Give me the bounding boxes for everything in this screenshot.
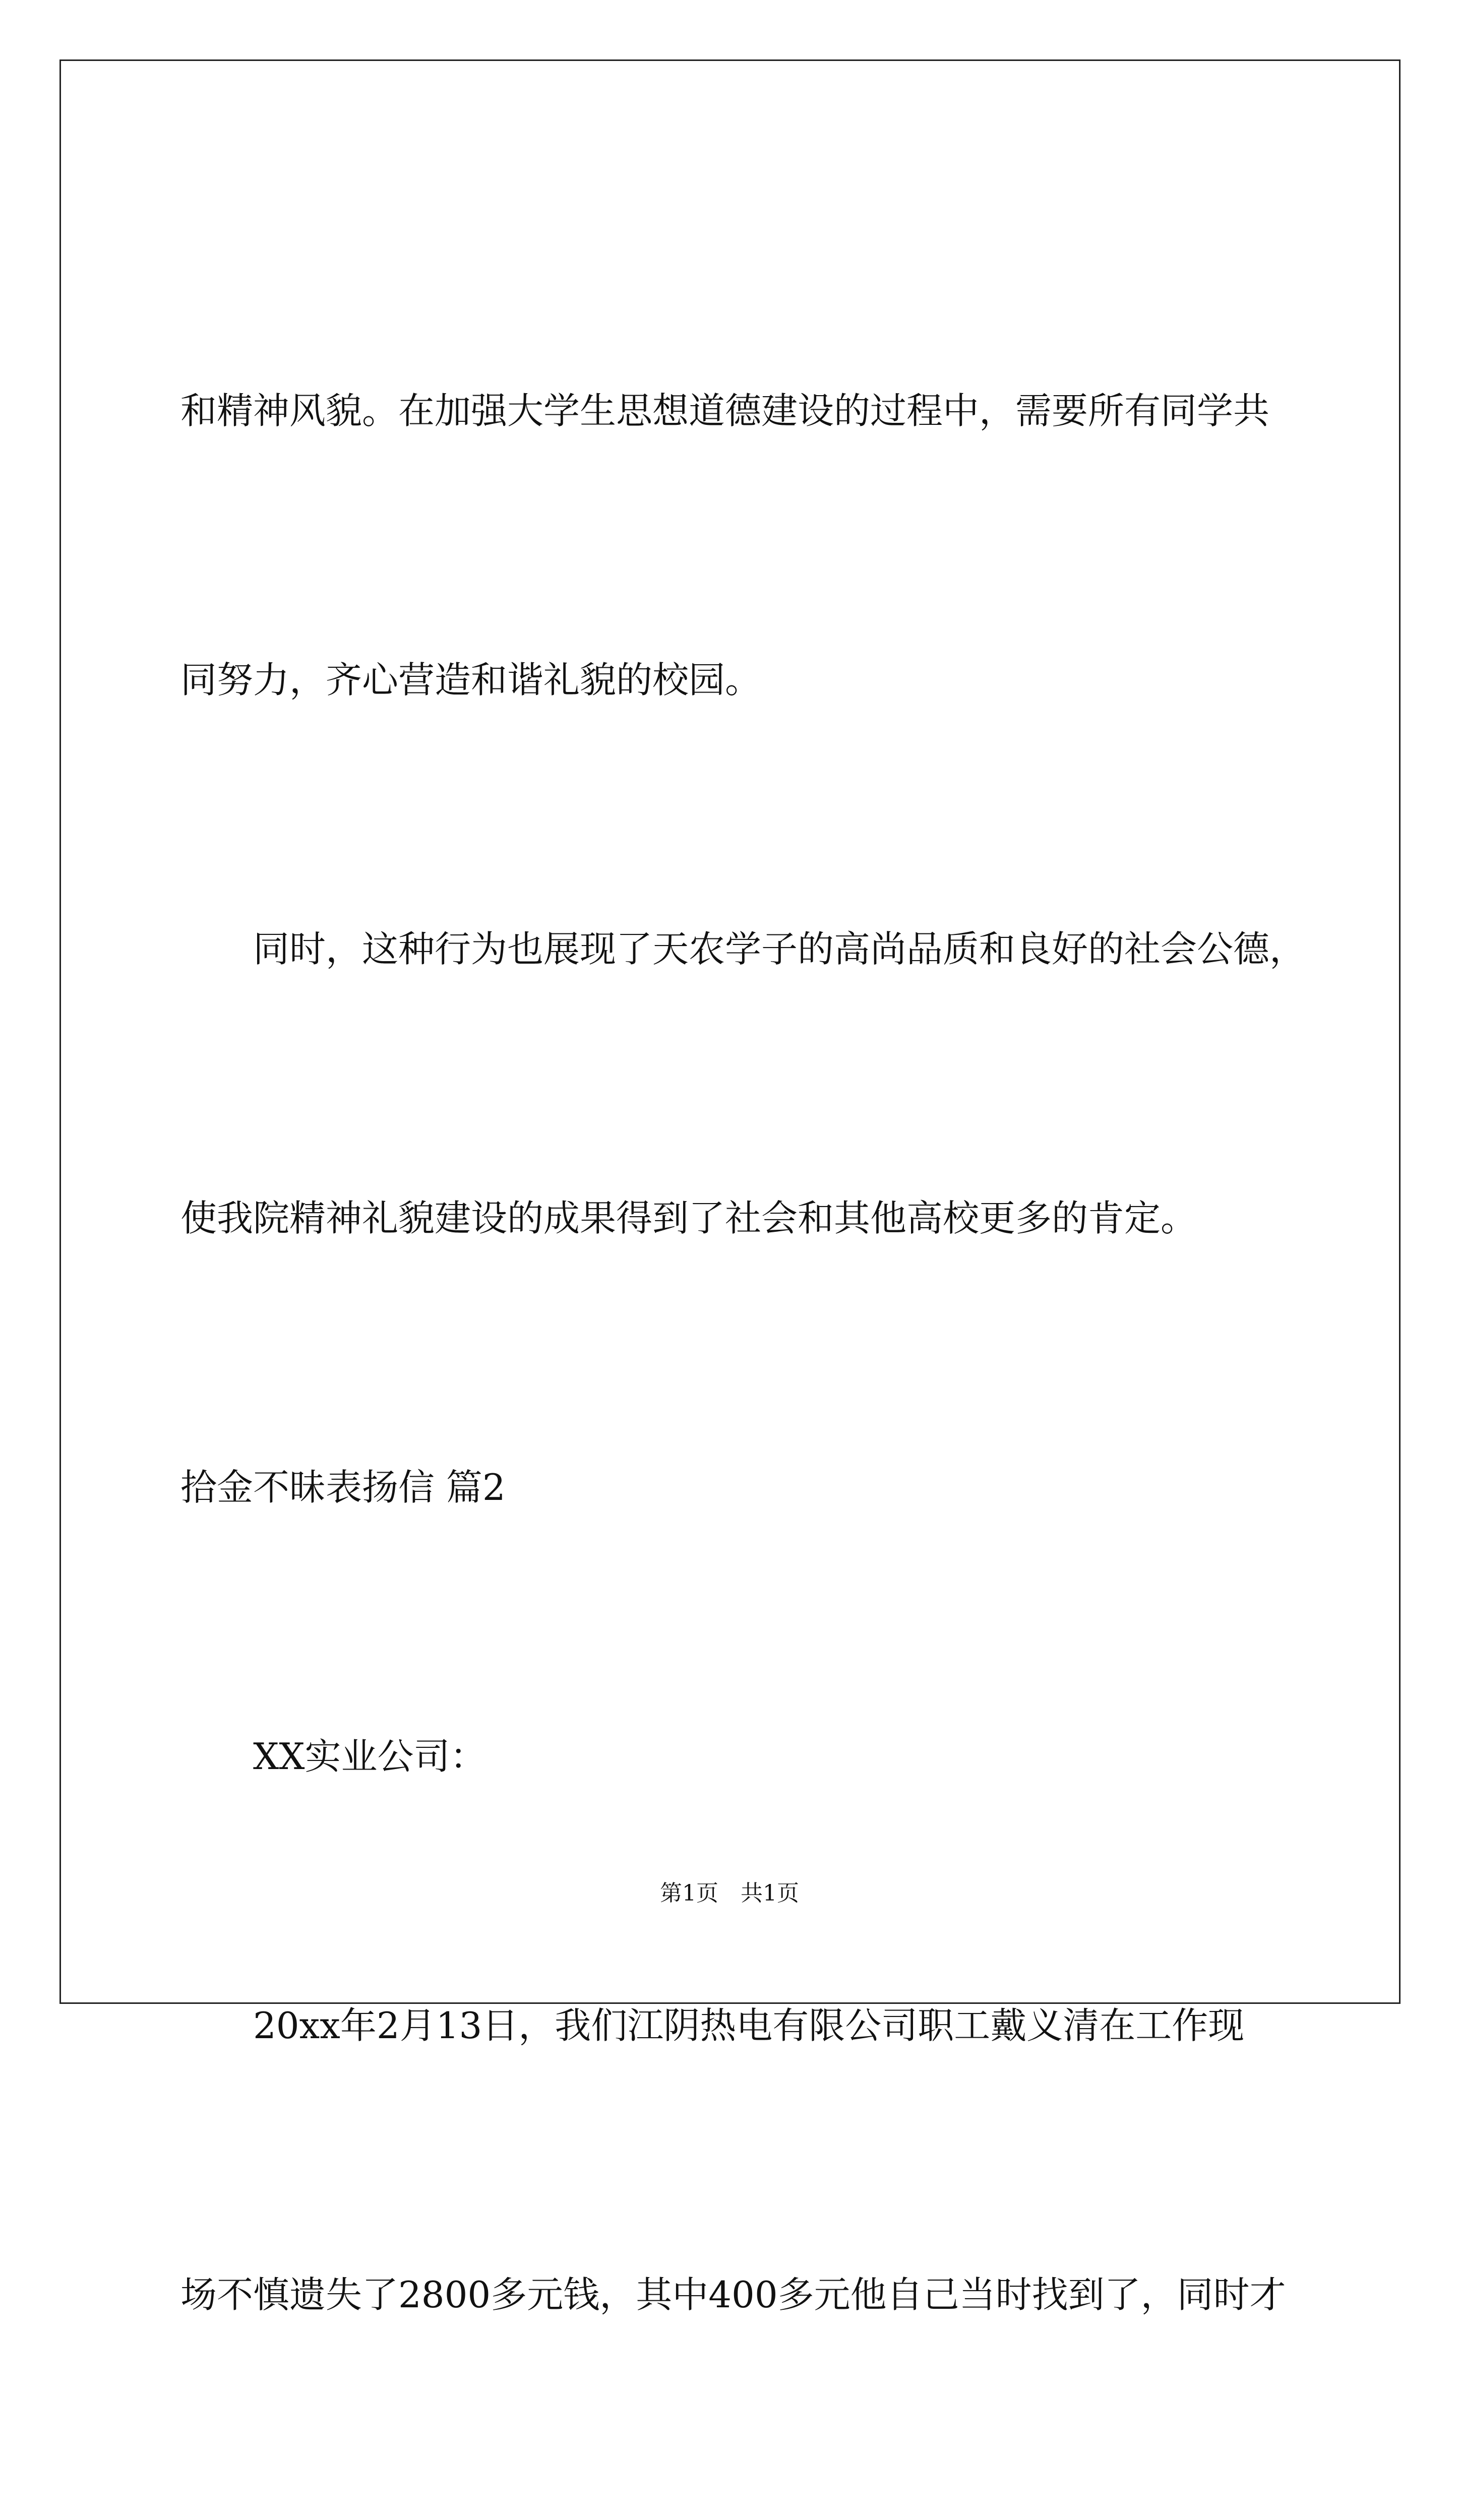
page-number-footer: 第1页 共1页	[660, 1880, 799, 1906]
body-line: 同时，这种行为也展现了天农学子的高尚品质和良好的社会公德，	[180, 928, 1306, 970]
body-line	[180, 2519, 1290, 2520]
body-line: 场不慎遗失了2800多元钱，其中400多元他自己当时找到了，同时才	[180, 2274, 1286, 2316]
document-body	[180, 186, 1306, 2520]
body-line: 和精神风貌。在加强大学生思想道德建设的过程中，需要所有同学共	[180, 390, 1270, 432]
body-line: 20xx年2月13日，我们江阴热电有限公司职工戴义清在工作现	[180, 2004, 1245, 2047]
salutation-line: XX实业公司：	[180, 1735, 487, 1778]
body-line: 同努力，齐心营造和谐礼貌的校园。	[180, 659, 762, 701]
body-line: 使我院精神礼貌建设的成果得到了社会和其他高校更多的肯定。	[180, 1197, 1197, 1239]
section-heading: 拾金不昧表扬信 篇2	[180, 1466, 506, 1508]
